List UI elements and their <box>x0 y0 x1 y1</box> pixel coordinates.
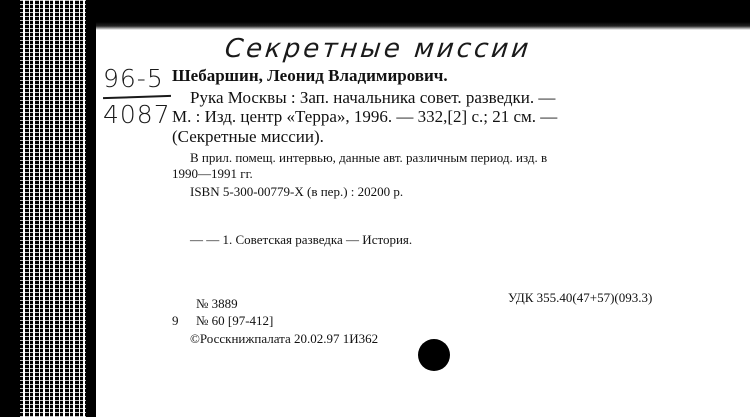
note-line-2: 1990—1991 гг. <box>172 166 253 181</box>
title-line-2: М. : Изд. центр «Терра», 1996. — 332,[2] с.; 21 см. — <box>172 107 558 126</box>
scan-top-strip <box>96 0 750 30</box>
subject-heading: — — 1. Советская разведка — История. <box>190 232 413 247</box>
card-punch-hole <box>418 339 450 371</box>
scan-edge-border-right <box>86 0 96 417</box>
call-number-top: 96-5 <box>103 64 164 93</box>
note-line-1: В прил. помещ. интервью, данные авт. различным период. изд. в <box>190 150 548 165</box>
call-number-bottom: 4087 <box>103 100 171 129</box>
title-line-3: (Секретные миссии). <box>172 127 324 146</box>
scan-edge-border <box>0 0 20 417</box>
handwritten-series-title: Секретные миссии <box>223 34 533 64</box>
title-line-1: Рука Москвы : Зап. начальника совет. разведки. — <box>190 88 556 107</box>
book-chamber-stamp: ©Росскнижпалата 20.02.97 1И362 <box>190 331 379 346</box>
card-number: № 60 [97-412] <box>196 313 274 328</box>
record-number: № 3889 <box>196 296 238 311</box>
isbn-line: ISBN 5-300-00779-X (в пер.) : 20200 р. <box>190 184 404 199</box>
udc-code: УДК 355.40(47+57)(093.3) <box>508 290 653 305</box>
leading-digit: 9 <box>172 313 179 328</box>
author-heading: Шебаршин, Леонид Владимирович. <box>172 66 448 85</box>
call-number-divider <box>103 95 171 99</box>
